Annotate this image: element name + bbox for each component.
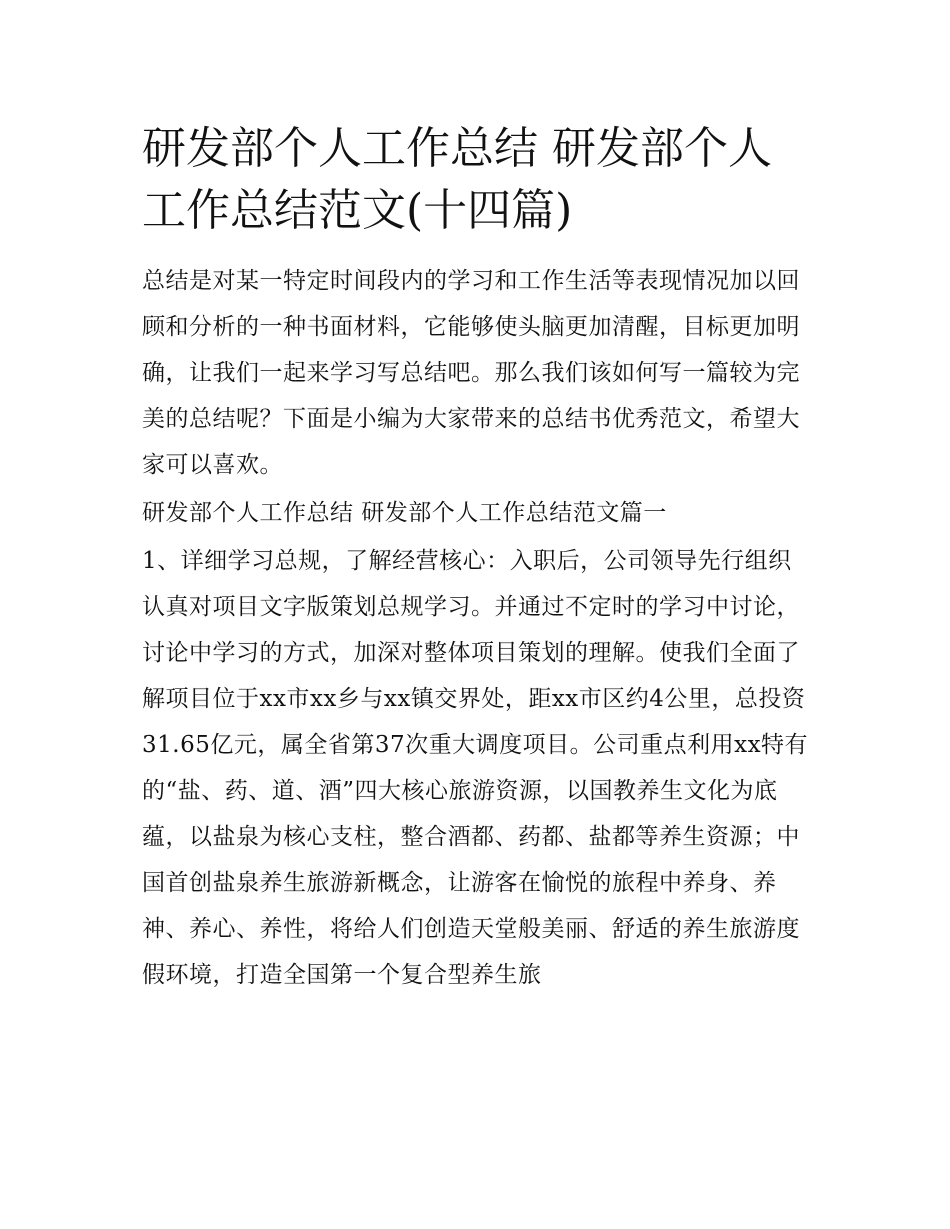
intro-paragraph: 总结是对某一特定时间段内的学习和工作生活等表现情况加以回顾和分析的一种书面材料，它能够使头脑更加清醒，目标更加明确，让我们一起来学习写总结吧。那么我们该如何写一篇较为完美的总结呢？下面是小编为大家带来的总结书优秀范文，希望大家可以喜欢。 [142, 268, 800, 478]
section-heading: 研发部个人工作总结 研发部个人工作总结范文篇一 [142, 500, 667, 526]
document-title: 研发部个人工作总结 研发部个人工作总结范文(十四篇) [142, 123, 772, 236]
body-paragraph: 1、详细学习总规，了解经营核心：入职后，公司领导先行组织认真对项目文字版策划总规学习。并通过不定时的学习中讨论，讨论中学习的方式，加深对整体项目策划的理解。使我们全面了解项目位于xx市xx乡与xx镇交界处，距xx市区约4公里，总投资31.65亿元，属全省第37次重大调度项目。公司重点利用xx特有的“盐、药、道、酒”四大核心旅游资源，以国教养生文化为底蕴，以盐泉为核心支柱，整合酒都、药都、盐都等养生资源；中国首创盐泉养生旅游新概念，让游客在愉悦的旅程中养身、养神、养心、养性，将给人们创造天堂般美丽、舒适的养生旅游度假环境，打造全国第一个复合型养生旅 [142, 548, 809, 988]
document-body [142, 118, 814, 998]
